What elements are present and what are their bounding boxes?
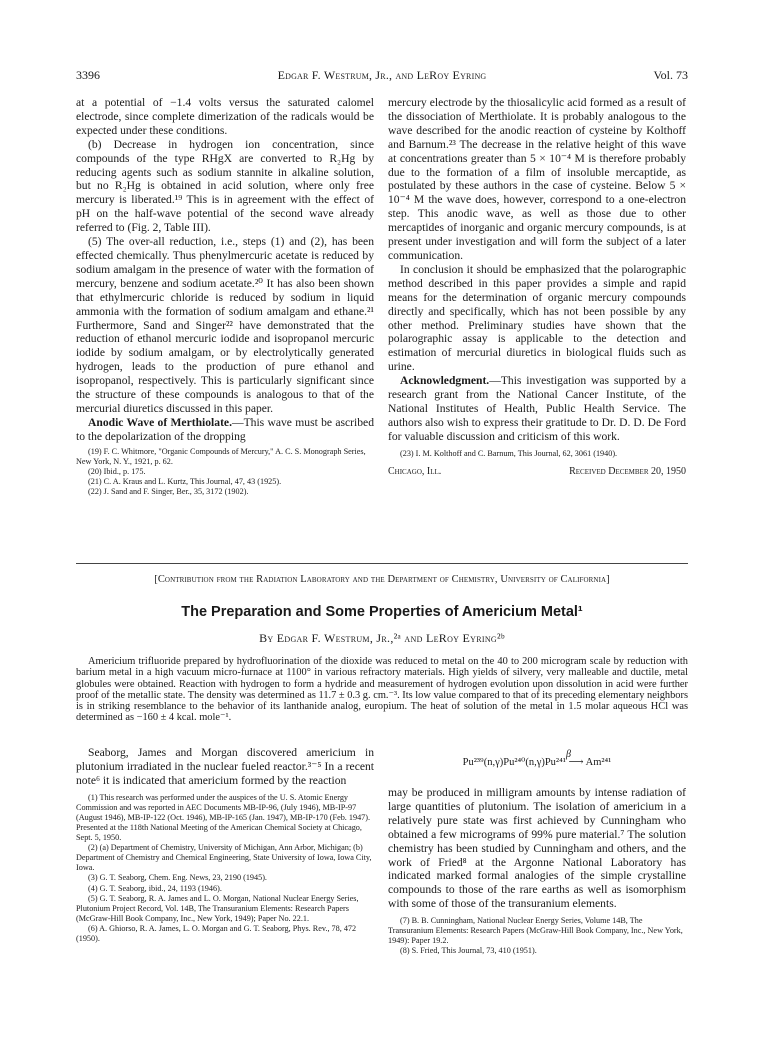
paragraph: (5) The over-all reduction, i.e., steps (1) and (2), has been effected chemically. Thus phenylmercuric acetate is reduced by sodium amalgam in the presence of water with the formation of mercury, benzene and sodium acetate.²⁰ It has also been shown that ethylmercuric chloride is reduced by sodium in liquid ammonia with the formation of sodium amalgam and ethane.²¹ Furthermore, Sand and Singer²² have demonstrated that the reduction of ethanol mercuric iodide and isopropanol mercuric iodide by sodium amalgam, or by electrolytically generated hydrogen, leads to the production of pure ethanol and isopropanol, respectively. This is particularly significant since the structure of these compounds is analogous to that of the mercurial diuretics discussed in this paper.: [76, 235, 374, 415]
article-divider: [76, 563, 688, 564]
footnote: (1) This research was performed under the auspices of the U. S. Atomic Energy Commission and was reported in AEC Documents MB-IP-96, (July 1946), MB-IP-97 (August 1946), MB-IP-122 (Oct. 1946), MB-IP-165 (Jan. 1947), MB-IP-170 (Feb. 1947). Presented at the 118th National Meeting of the American Chemical Society at Chicago, Sept. 5, 1950.: [76, 792, 371, 843]
equation-text: Pu²³⁹(n,γ)Pu²⁴⁰(n,γ)Pu²⁴¹ ⟶ Am²⁴¹: [462, 757, 612, 768]
running-header: [76, 68, 688, 84]
footnote: (2) (a) Department of Chemistry, University of Michigan, Ann Arbor, Michigan; (b) Department of Chemistry and Chemical Engineering, State University of Iowa, Iowa City, Iowa.: [76, 843, 372, 873]
nuclear-reaction-equation: [388, 749, 686, 772]
prev-article-left-column: [76, 96, 374, 498]
footnote: (21) C. A. Kraus and L. Kurtz, This Journal, 47, 43 (1925).: [88, 477, 282, 487]
running-title: Edgar F. Westrum, Jr., and LeRoy Eyring: [277, 68, 487, 82]
received-date: Received December 20, 1950: [569, 465, 686, 477]
footnote: (5) G. T. Seaborg, R. A. James and L. O. Morgan, National Nuclear Energy Series, Plutonium Project Record, Vol. 14B, The Transuranium Elements: Research Papers (McGraw-Hill Book Company, Inc., New York, 1949); Paper No. 22.1.: [76, 893, 359, 923]
footnotes: [388, 449, 686, 459]
abstract: [76, 656, 688, 724]
paragraph: mercury electrode by the thiosalicylic acid formed as a result of the dissociation of Merthiolate. It is probably analogous to the wave described for the anodic reaction of cysteine by Kolthoff and Barnum.²³ The decrease in the relative height of this wave at concentrations greater than 5 × 10⁻⁴ M is therefore probably due to the formation of a film of insoluble mercaptide, as postulated by these authors in the case of cysteine. Below 5 × 10⁻⁴ M the wave does, however, correspond to a one-electron step. This anodic wave, as well as those due to other mercaptides of inorganic and organic mercury compounds, is at present under investigation and will form the subject of a later communication.: [388, 96, 686, 262]
footnote: (22) J. Sand and F. Singer, Ber., 35, 3172 (1902).: [88, 487, 249, 497]
received-line: [388, 465, 686, 481]
paragraph-text: —This investigation was supported by a research grant from the National Cancer Institute, of the National Institutes of Health, Public Health Service. The authors also wish to express their gratitude to Dr. D. D. De Ford for valuable discussion and criticism of this work.: [388, 374, 686, 443]
paragraph: may be produced in milligram amounts by intense radiation of large quantities of plutonium. The isolation of americium in a relatively pure state was first achieved by Cunningham who obtained a few micrograms of 99% pure material.⁷ The solution chemistry has been studied by Cunningham and others, and the work of Fried⁸ at the Argonne National Laboratory has indicated marked formal analogies of the simple crystalline compounds to those of the rare earths as well as isomorphism with some of those of the transuranium elements.: [388, 786, 686, 911]
paragraph: Seaborg, James and Morgan discovered americium in plutonium irradiated in the nuclear fueled reactor.³⁻⁵ In a recent note⁶ it is indicated that americium formed by the reaction: [76, 746, 374, 787]
footnote: (19) F. C. Whitmore, "Organic Compounds of Mercury," A. C. S. Monograph Series, New York, N. Y., 1921, p. 62.: [76, 446, 366, 466]
beta-label: β: [566, 749, 571, 760]
page-number: 3396: [76, 68, 100, 82]
footnotes: [76, 447, 374, 498]
footnote: (6) A. Ghiorso, R. A. James, L. O. Morgan and G. T. Seaborg, Phys. Rev., 78, 472 (1950).: [76, 923, 357, 944]
footnote: (7) B. B. Cunningham, National Nuclear Energy Series, Volume 14B, The Transuranium Elements: Research Papers (McGraw-Hill Book Company, Inc., New York, 1949): Paper 19.2.: [388, 916, 683, 946]
city: Chicago, Ill.: [388, 465, 442, 477]
footnotes: [388, 916, 686, 956]
new-article-left-column: [76, 746, 374, 944]
paragraph: (b) Decrease in hydrogen ion concentration, since compounds of the type RHgX are converted to R₂Hg by reducing agents such as sodium stannite in alkaline solution, but no R₂Hg is obtained in acid solution, where only free mercury is liberated.¹⁹ This is in agreement with the effect of pH on the half-wave potential of the second wave already referred to (Fig. 2, Table III).: [76, 137, 374, 235]
section-heading: Anodic Wave of Merthiolate.: [88, 415, 232, 429]
acknowledgment-heading: Acknowledgment.: [400, 374, 490, 388]
footnote: (3) G. T. Seaborg, Chem. Eng. News, 23, 2190 (1945).: [88, 873, 267, 883]
prev-article-right-column: [388, 96, 686, 481]
abstract-text: Americium trifluoride prepared by hydrofluorination of the dioxide was reduced to metal on the 40 to 200 microgram scale by reduction with barium metal in a high vacuum micro-furnace at 1100° in various refractory materials. High yields of silvery, very malleable and ductile, metal globules were obtained. Reaction with hydrogen to form a hydride and measurement of hydrogen evolution upon dissolution in acid were further proof of the metallic state. The density was determined as 11.7 ± 0.3 g. cm.⁻³. Its low value compared to that of its preceding elementary neighbors is in striking resemblance to the behavior of its lanthanide analog, europium. The heat of solution of the metal in 1.5 molar aqueous HCl was determined as −160 ± 4 kcal. mole⁻¹.: [76, 656, 688, 724]
footnote: (20) Ibid., p. 175.: [88, 467, 146, 477]
footnote: (4) G. T. Seaborg, ibid., 24, 1193 (1946).: [88, 883, 222, 893]
paragraph-text: —This wave must be ascribed to the depolarization of the dropping: [76, 415, 374, 443]
contribution-line: [Contribution from the Radiation Laboratory and the Department of Chemistry, University of California]: [154, 574, 610, 585]
article-title: The Preparation and Some Properties of Americium Metal¹: [181, 604, 583, 620]
footnote: (23) I. M. Kolthoff and C. Barnum, This Journal, 62, 3061 (1940).: [400, 448, 618, 458]
paragraph: In conclusion it should be emphasized that the polarographic method described in this paper provides a simple and rapid means for the determination of organic mercury compounds directly and specifically, which has not been possible by any other method. Preliminary studies have shown that the polarographic assay is applicable to the detection and estimation of mercurial diuretics in biological fluids such as urine.: [388, 262, 686, 374]
acknowledgment-paragraph: [388, 374, 686, 444]
anodic-wave-paragraph: [76, 416, 374, 444]
footnotes: [76, 793, 374, 944]
volume-label: Vol. 73: [653, 68, 688, 82]
paragraph: at a potential of −1.4 volts versus the saturated calomel electrode, since complete dimerization of the radicals would be expected under these conditions.: [76, 96, 374, 137]
byline: By Edgar F. Westrum, Jr.,²ᵃ and LeRoy Eyring²ᵇ: [259, 631, 505, 645]
footnote: (8) S. Fried, This Journal, 73, 410 (1951).: [400, 946, 537, 956]
new-article-right-column: [388, 746, 686, 957]
